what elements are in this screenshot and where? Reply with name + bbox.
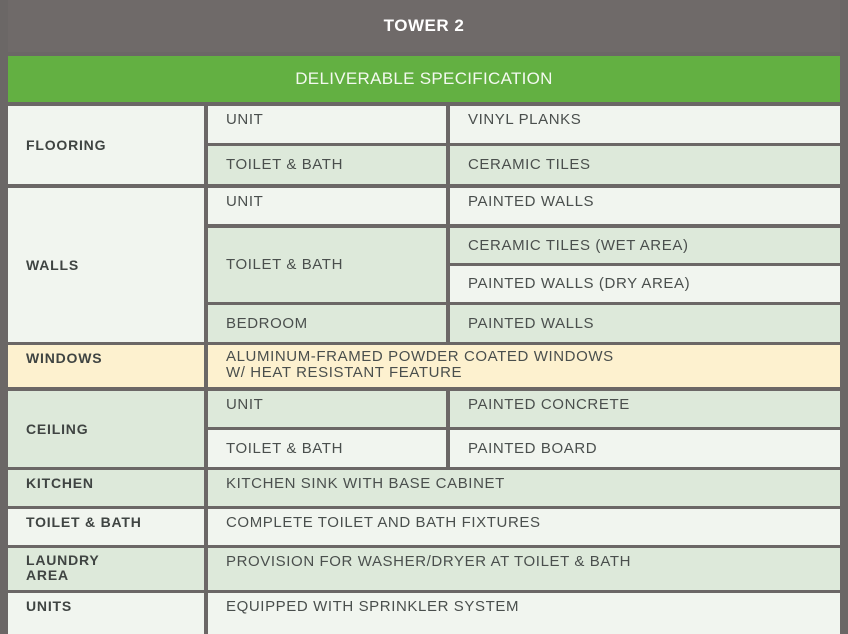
kitchen-value: KITCHEN SINK WITH BASE CABINET	[208, 470, 840, 506]
walls-tb-value-wet: CERAMIC TILES (WET AREA)	[450, 228, 840, 263]
table-subtitle: DELIVERABLE SPECIFICATION	[8, 56, 840, 102]
row-label-units: UNITS	[8, 593, 204, 634]
flooring-tb-label: TOILET & BATH	[208, 146, 446, 184]
laundry-label-line1: LAUNDRY	[26, 552, 100, 568]
flooring-unit-value: VINYL PLANKS	[450, 106, 840, 143]
walls-tb-label: TOILET & BATH	[208, 228, 446, 302]
table-title: TOWER 2	[8, 0, 840, 52]
row-label-ceiling: CEILING	[8, 391, 204, 467]
laundry-value: PROVISION FOR WASHER/DRYER AT TOILET & BATH	[208, 548, 840, 590]
walls-tb-value-dry: PAINTED WALLS (DRY AREA)	[450, 266, 840, 302]
windows-value	[208, 345, 840, 387]
ceiling-unit-value: PAINTED CONCRETE	[450, 391, 840, 427]
row-label-laundry	[8, 548, 204, 590]
row-label-windows: WINDOWS	[8, 345, 204, 387]
units-value: EQUIPPED WITH SPRINKLER SYSTEM	[208, 593, 840, 634]
windows-value-line1: ALUMINUM-FRAMED POWDER COATED WINDOWS	[226, 348, 614, 365]
windows-value-line2: W/ HEAT RESISTANT FEATURE	[226, 364, 463, 381]
ceiling-tb-label: TOILET & BATH	[208, 430, 446, 467]
row-label-toilet-bath: TOILET & BATH	[8, 509, 204, 545]
flooring-unit-label: UNIT	[208, 106, 446, 143]
spec-table	[8, 0, 840, 634]
laundry-label-line2: AREA	[26, 567, 69, 583]
row-label-flooring: FLOORING	[8, 106, 204, 184]
toilet-bath-value: COMPLETE TOILET AND BATH FIXTURES	[208, 509, 840, 545]
walls-unit-value: PAINTED WALLS	[450, 188, 840, 224]
row-label-kitchen: KITCHEN	[8, 470, 204, 506]
walls-bedroom-value: PAINTED WALLS	[450, 305, 840, 342]
ceiling-unit-label: UNIT	[208, 391, 446, 427]
walls-bedroom-label: BEDROOM	[208, 305, 446, 342]
walls-unit-label: UNIT	[208, 188, 446, 224]
row-label-walls: WALLS	[8, 188, 204, 342]
flooring-tb-value: CERAMIC TILES	[450, 146, 840, 184]
ceiling-tb-value: PAINTED BOARD	[450, 430, 840, 467]
